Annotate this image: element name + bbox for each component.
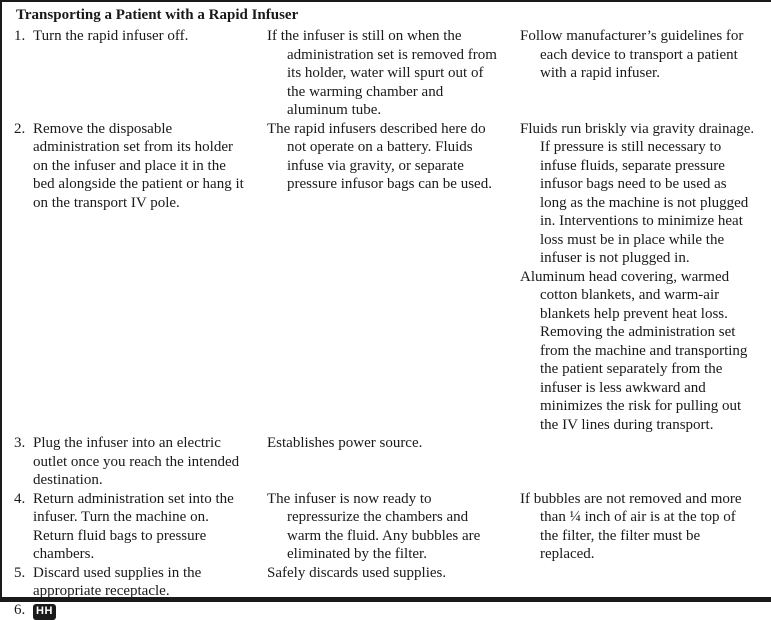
action-paragraph: Remove the disposable administration set from its holder on the infuser and place it in the bed alongside the patient or hang it on the transport IV pole. xyxy=(33,120,244,211)
table-row xyxy=(14,490,769,564)
step-number: 1. xyxy=(14,28,26,44)
considerations-paragraph: Follow manufacturer’s guidelines for each device to transport a patient with a rapid infuser. xyxy=(520,28,744,81)
step-number: 2. xyxy=(14,120,26,137)
action-cell xyxy=(14,120,265,435)
considerations-cell xyxy=(518,434,769,490)
rationale-paragraph: Establishes power source. xyxy=(267,435,423,451)
rationale-cell xyxy=(265,564,518,601)
considerations-cell xyxy=(518,564,769,601)
table-row xyxy=(14,601,769,620)
rationale-paragraph: The infuser is now ready to repressurize the chambers and warm the fluid. Any bubbles are eliminated by the filter. xyxy=(267,490,481,562)
action-paragraph: Plug the infuser into an electric outlet once you reach the intended destination. xyxy=(33,435,240,488)
action-text xyxy=(33,601,251,620)
step-number: 5. xyxy=(14,564,26,581)
rationale-cell xyxy=(265,601,518,620)
rationale-paragraph: The rapid infusers described here do not operate on a battery. Fluids infuse via gravity, or separate pressure infusor bags can be used. xyxy=(267,120,492,192)
rationale-paragraph: Safely discards used supplies. xyxy=(267,564,447,581)
action-cell xyxy=(14,434,265,490)
action-text xyxy=(33,564,251,601)
step-number: 4. xyxy=(14,490,26,507)
table-row xyxy=(14,434,769,490)
action-cell xyxy=(14,564,265,601)
table-rows xyxy=(14,27,769,620)
step-number: 3. xyxy=(14,435,26,451)
action-paragraph: Return administration set into the infuser. Turn the machine on. Return fluid bags to pressure chambers. xyxy=(33,490,234,562)
considerations-paragraph: Fluids run briskly via gravity drainage. If pressure is still necessary to infuse fluids, separate pressure infusor bags need to be used as long as the machine is not plugged in. Interventions to minimize heat loss must be in place while the infuser is not plugged in. xyxy=(520,120,755,266)
rationale-cell xyxy=(265,434,518,490)
considerations-cell xyxy=(518,27,769,120)
rationale-cell xyxy=(265,490,518,564)
action-paragraph: Turn the rapid infuser off. xyxy=(33,28,189,44)
rationale-paragraph: If the infuser is still on when the administration set is removed from its holder, water will spurt out of the warming chamber and aluminum tube. xyxy=(267,28,497,118)
rationale-cell xyxy=(265,120,518,435)
table-row xyxy=(14,27,769,120)
action-text xyxy=(33,490,251,564)
considerations-paragraph: Aluminum head covering, warmed cotton blankets, and warm-air blankets help prevent heat loss. Removing the administration set from the machine and transporting the patient separately from the infuser is less awkward and minimizes the risk for pulling out the IV lines during transport. xyxy=(520,268,748,433)
step-number: 6. xyxy=(14,601,26,618)
considerations-cell xyxy=(518,490,769,564)
action-cell xyxy=(14,27,265,120)
rationale-cell xyxy=(265,27,518,120)
table-row xyxy=(14,564,769,601)
action-text xyxy=(33,27,251,46)
action-text xyxy=(33,434,251,490)
table-row xyxy=(14,120,769,435)
considerations-cell xyxy=(518,120,769,435)
table-title: Transporting a Patient with a Rapid Infuser xyxy=(16,7,299,23)
considerations-cell xyxy=(518,601,769,620)
hand-hygiene-icon: HH xyxy=(33,604,56,620)
action-text xyxy=(33,120,251,213)
action-cell xyxy=(14,490,265,564)
action-paragraph: Discard used supplies in the appropriate receptacle. xyxy=(33,564,202,599)
action-cell xyxy=(14,601,265,620)
considerations-paragraph: If bubbles are not removed and more than ¼ inch of air is at the top of the filter, the filter must be replaced. xyxy=(520,490,742,562)
